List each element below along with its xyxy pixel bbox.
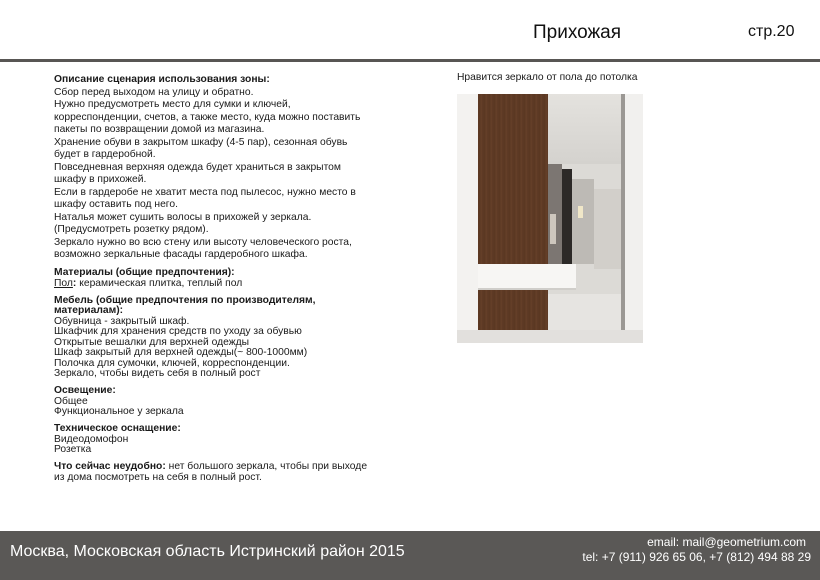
- equipment-line: Видеодомофон: [54, 433, 129, 445]
- inconvenient-line: [54, 462, 409, 473]
- hallway-mirror-photo: [457, 94, 643, 343]
- materials-heading: Материалы (общие предпочтения):: [54, 267, 235, 278]
- furniture-line: Шкаф закрытый для верхней одежды(~ 800-1000мм): [54, 347, 308, 358]
- equipment-heading: Техническое оснащение:: [54, 423, 181, 434]
- furniture-heading-cont: материалам):: [54, 305, 124, 316]
- footer-location: Москва, Московская область Истринский район 2015: [10, 543, 405, 560]
- scenario-line: (Предусмотреть розетку рядом).: [54, 224, 209, 235]
- furniture-line: Шкафчик для хранения средств по уходу за обувью: [54, 326, 302, 337]
- scenario-line: Зеркало нужно во всю стену или высоту человеческого роста,: [54, 236, 352, 248]
- inconvenient-text: нет большого зеркала, чтобы при выходе: [165, 461, 368, 472]
- floor-value: керамическая плитка, теплый пол: [76, 277, 243, 289]
- header-divider: [0, 59, 820, 62]
- scenario-line: шкафу оставить под него.: [54, 199, 178, 210]
- floor-colon: :: [72, 277, 77, 289]
- lighting-line: Общее: [54, 395, 88, 407]
- furniture-line: Открытые вешалки для верхней одежды: [54, 336, 249, 348]
- lighting-line: Функциональное у зеркала: [54, 406, 184, 417]
- scenario-line: Повседневная верхняя одежда будет храниться в закрытом: [54, 161, 341, 173]
- footer-phone: tel: +7 (911) 926 65 06, +7 (812) 494 88 29: [582, 550, 811, 564]
- scenario-heading: Описание сценария использования зоны:: [54, 74, 270, 85]
- scenario-line: будет в гардеробной.: [54, 149, 156, 160]
- inconvenient-heading: Что сейчас неудобно:: [54, 461, 166, 472]
- furniture-line: Полочка для сумочки, ключей, корреспонденции.: [54, 357, 290, 369]
- description-column: [54, 74, 409, 483]
- scenario-line: корреспонденции, счетов, а также место, куда можно поставить: [54, 111, 361, 123]
- equipment-line: Розетка: [54, 444, 92, 455]
- materials-line: [54, 279, 409, 290]
- scenario-line: Наталья может сушить волосы в прихожей у зеркала.: [54, 211, 312, 223]
- image-caption: Нравится зеркало от пола до потолка: [457, 72, 638, 83]
- scenario-line: Нужно предусмотреть место для сумки и ключей,: [54, 99, 291, 110]
- floor-label: Пол: [54, 277, 73, 289]
- footer-bar: [0, 531, 820, 580]
- scenario-line: пакеты по возвращении домой из магазина.: [54, 124, 265, 135]
- footer-email: email: mail@geometrium.com: [647, 535, 806, 549]
- inconvenient-line-cont: из дома посмотреть на себя в полный рост.: [54, 471, 262, 483]
- scenario-line: шкафу в прихожей.: [54, 174, 147, 185]
- furniture-heading: Мебель (общие предпочтения по производителям,: [54, 294, 316, 306]
- page-number: стр.20: [748, 23, 795, 40]
- furniture-line: Обувница - закрытый шкаф.: [54, 315, 190, 327]
- scenario-line: Хранение обуви в закрытом шкафу (4-5 пар), сезонная обувь: [54, 136, 348, 148]
- lighting-heading: Освещение:: [54, 385, 116, 396]
- scenario-line: Сбор перед выходом на улицу и обратно.: [54, 86, 254, 98]
- page-title: Прихожая: [533, 22, 622, 43]
- scenario-line: Если в гардеробе не хватит места под пылесос, нужно место в: [54, 186, 356, 198]
- furniture-line: Зеркало, чтобы видеть себя в полный рост: [54, 368, 261, 379]
- scenario-line: возможно зеркальные фасады гардеробного шкафа.: [54, 249, 308, 260]
